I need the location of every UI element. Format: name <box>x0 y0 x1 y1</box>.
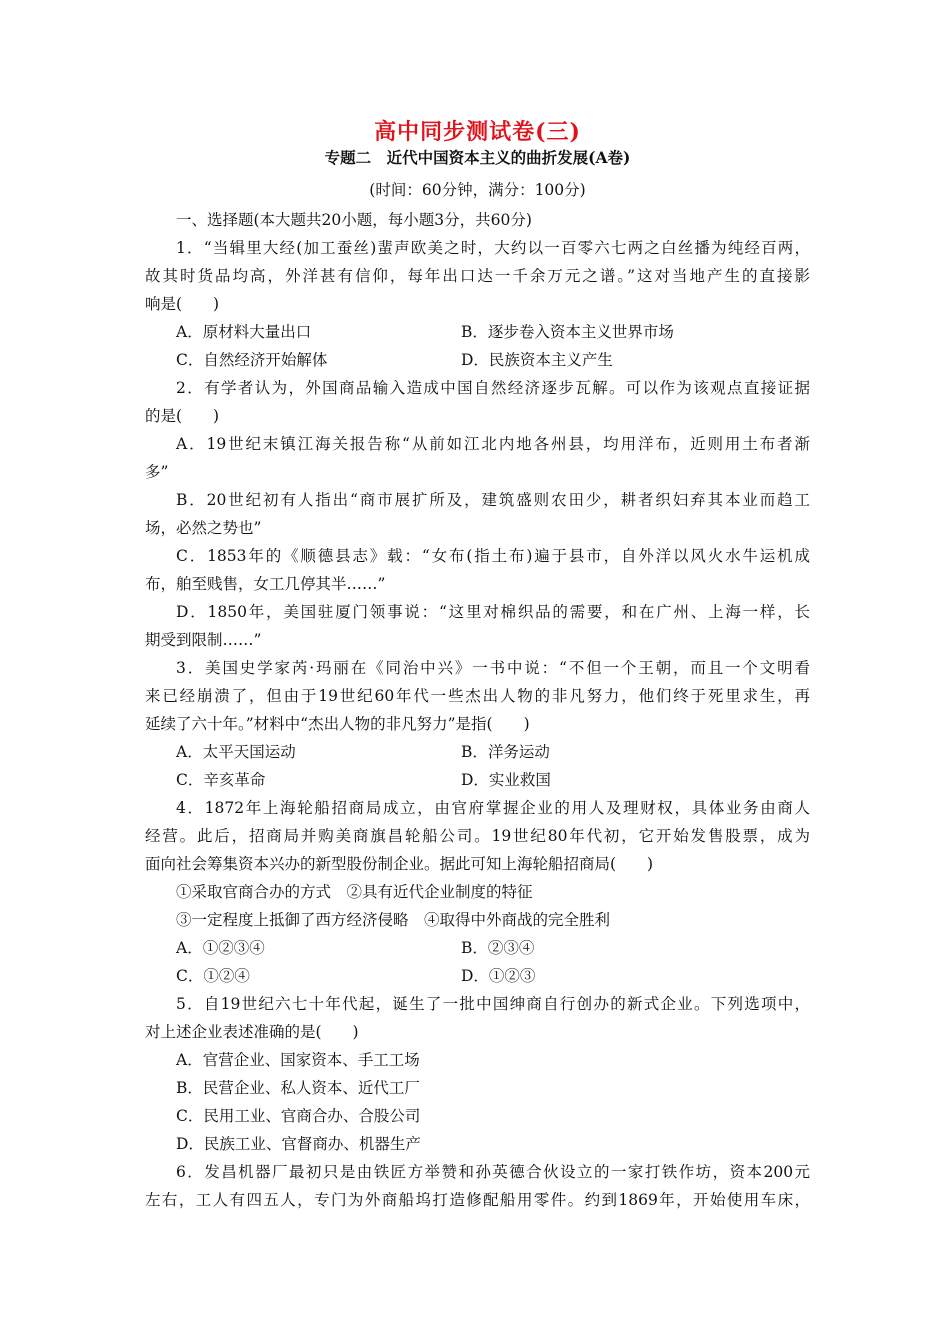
q2-line: 的是( ) <box>145 407 220 425</box>
q2-option-c[interactable]: C．1853年的《顺德县志》载：“女布(指土布)遍于县市，自外洋以风火水牛运机成 <box>176 547 810 565</box>
q2-line: 2．有学者认为，外国商品输入造成中国自然经济逐步瓦解。可以作为该观点直接证据 <box>176 379 810 397</box>
q1-options-row <box>145 318 810 346</box>
q3-option-d[interactable]: D．实业救国 <box>461 771 551 789</box>
q4-options-row <box>145 962 810 990</box>
q4-line: 经营。此后，招商局并购美商旗昌轮船公司。19世纪80年代初，它开始发售股票，成为 <box>145 827 810 845</box>
q3-line: 3．美国史学家芮·玛丽在《同治中兴》一书中说：“不但一个王朝，而且一个文明看 <box>176 659 810 677</box>
q1-option-a[interactable]: A．原材料大量出口 <box>176 323 312 341</box>
q5-option-d[interactable]: D．民族工业、官督商办、机器生产 <box>176 1135 421 1153</box>
q2-option-a-cont[interactable]: 多” <box>145 463 169 481</box>
q2-option-a[interactable]: A．19世纪末镇江海关报告称“从前如江北内地各州县，均用洋布，近则用土布者渐 <box>176 435 810 453</box>
q4-line: 4．1872年上海轮船招商局成立，由官府掌握企业的用人及理财权，具体业务由商人 <box>176 799 810 817</box>
section-heading: 一、选择题(本大题共20小题，每小题3分，共60分) <box>176 211 532 229</box>
q1-line: 1．“当辑里大经(加工蚕丝)蜚声欧美之时，大约以一百零六七两之白丝播为纯经百两， <box>176 239 810 257</box>
q4-option-a[interactable]: A．①②③④ <box>176 939 265 957</box>
q5-option-b[interactable]: B．民营企业、私人资本、近代工厂 <box>176 1079 420 1097</box>
q2-option-b-cont[interactable]: 场，必然之势也” <box>145 519 262 537</box>
exam-time-note: (时间：60分钟，满分：100分) <box>369 181 586 199</box>
q3-line: 延续了六十年。”材料中“杰出人物的非凡努力”是指( ) <box>145 715 530 733</box>
q1-option-c[interactable]: C．自然经济开始解体 <box>176 351 328 369</box>
q6-line: 左右，工人有四五人，专门为外商船坞打造修配船用零件。约到1869年，开始使用车床， <box>145 1191 810 1209</box>
q5-option-c[interactable]: C．民用工业、官商合办、合股公司 <box>176 1107 421 1125</box>
q4-statement-row: ③一定程度上抵御了西方经济侵略 ④取得中外商战的完全胜利 <box>176 911 611 929</box>
q3-options-row <box>145 738 810 766</box>
exam-subtitle: 专题二 近代中国资本主义的曲折发展(A卷) <box>324 148 631 167</box>
q1-line: 响是( ) <box>145 295 220 313</box>
q4-options-row <box>145 934 810 962</box>
q4-option-d[interactable]: D．①②③ <box>461 967 536 985</box>
q4-option-c[interactable]: C．①②④ <box>176 967 250 985</box>
q3-option-a[interactable]: A．太平天国运动 <box>176 743 296 761</box>
q1-options-row <box>145 346 810 374</box>
q3-option-b[interactable]: B．洋务运动 <box>461 743 550 761</box>
q1-option-d[interactable]: D．民族资本主义产生 <box>461 351 613 369</box>
q4-statement-row: ①采取官商合办的方式 ②具有近代企业制度的特征 <box>176 883 533 901</box>
q2-option-d[interactable]: D．1850年，美国驻厦门领事说：“这里对棉织品的需要，和在广州、上海一样，长 <box>176 603 810 621</box>
exam-page <box>145 118 810 1214</box>
q5-line: 对上述企业表述准确的是( ) <box>145 1023 359 1041</box>
q3-line: 来已经崩溃了，但由于19世纪60年代一些杰出人物的非凡努力，他们终于死里求生，再 <box>145 687 810 705</box>
exam-title: 高中同步测试卷(三) <box>374 119 581 145</box>
q4-option-b[interactable]: B．②③④ <box>461 939 535 957</box>
q5-option-a[interactable]: A．官营企业、国家资本、手工工场 <box>176 1051 420 1069</box>
q1-line: 故其时货品均高，外洋甚有信仰，每年出口达一千余万元之谱。”这对当地产生的直接影 <box>145 267 810 285</box>
q3-option-c[interactable]: C．辛亥革命 <box>176 771 266 789</box>
q2-option-c-cont[interactable]: 布，舶至贱售，女工几停其半……” <box>145 575 386 593</box>
q2-option-d-cont[interactable]: 期受到限制……” <box>145 631 262 649</box>
q5-line: 5．自19世纪六七十年代起，诞生了一批中国绅商自行创办的新式企业。下列选项中， <box>176 995 810 1013</box>
q6-line: 6．发昌机器厂最初只是由铁匠方举赞和孙英德合伙设立的一家打铁作坊，资本200元 <box>176 1163 810 1181</box>
q4-line: 面向社会筹集资本兴办的新型股份制企业。据此可知上海轮船招商局( ) <box>145 855 654 873</box>
q2-option-b[interactable]: B．20世纪初有人指出“商市展扩所及，建筑盛则农田少，耕者织妇弃其本业而趋工 <box>176 491 810 509</box>
q3-options-row <box>145 766 810 794</box>
q1-option-b[interactable]: B．逐步卷入资本主义世界市场 <box>461 323 674 341</box>
